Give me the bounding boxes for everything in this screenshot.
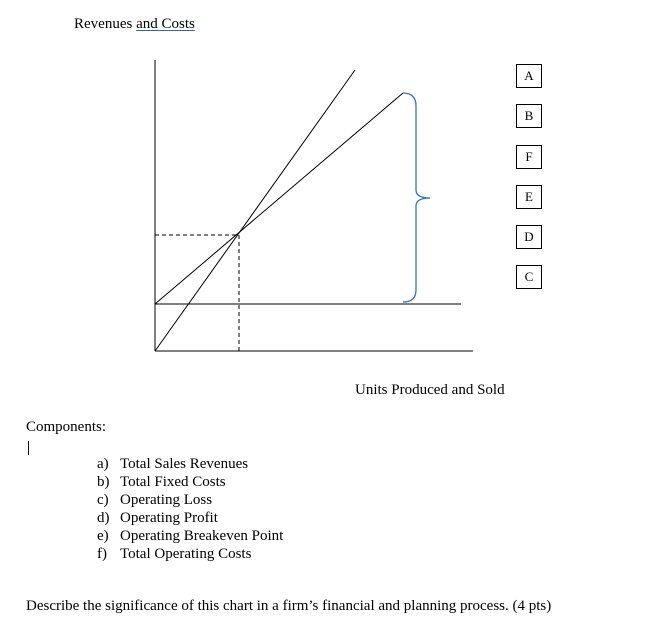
label-box-f: F: [516, 145, 542, 169]
list-item: d) Operating Profit: [97, 510, 218, 526]
components-list: [97, 455, 283, 563]
list-item: b) Total Fixed Costs: [97, 474, 226, 490]
list-item: e) Operating Breakeven Point: [97, 528, 284, 544]
list-item: f) Total Operating Costs: [97, 546, 252, 562]
label-box-a: A: [516, 64, 542, 88]
label-box-d: D: [516, 225, 542, 249]
title-part-2: and Costs: [136, 16, 195, 32]
revenue-line: [155, 70, 355, 351]
components-heading: Components:: [26, 419, 107, 435]
label-box-b: B: [516, 104, 542, 128]
total-cost-line: [155, 93, 403, 304]
label-box-c: C: [516, 265, 542, 289]
text-cursor: [28, 441, 29, 455]
question-text: Describe the significance of this chart in a firm’s financial and planning process. (4 pts): [26, 598, 552, 614]
list-item: c) Operating Loss: [97, 492, 213, 508]
x-axis-label: Units Produced and Sold: [355, 382, 505, 398]
list-item: a) Total Sales Revenues: [97, 456, 249, 472]
brace-shape: [403, 93, 430, 302]
title-part-1: Revenues: [74, 16, 133, 32]
label-box-e: E: [516, 185, 542, 209]
